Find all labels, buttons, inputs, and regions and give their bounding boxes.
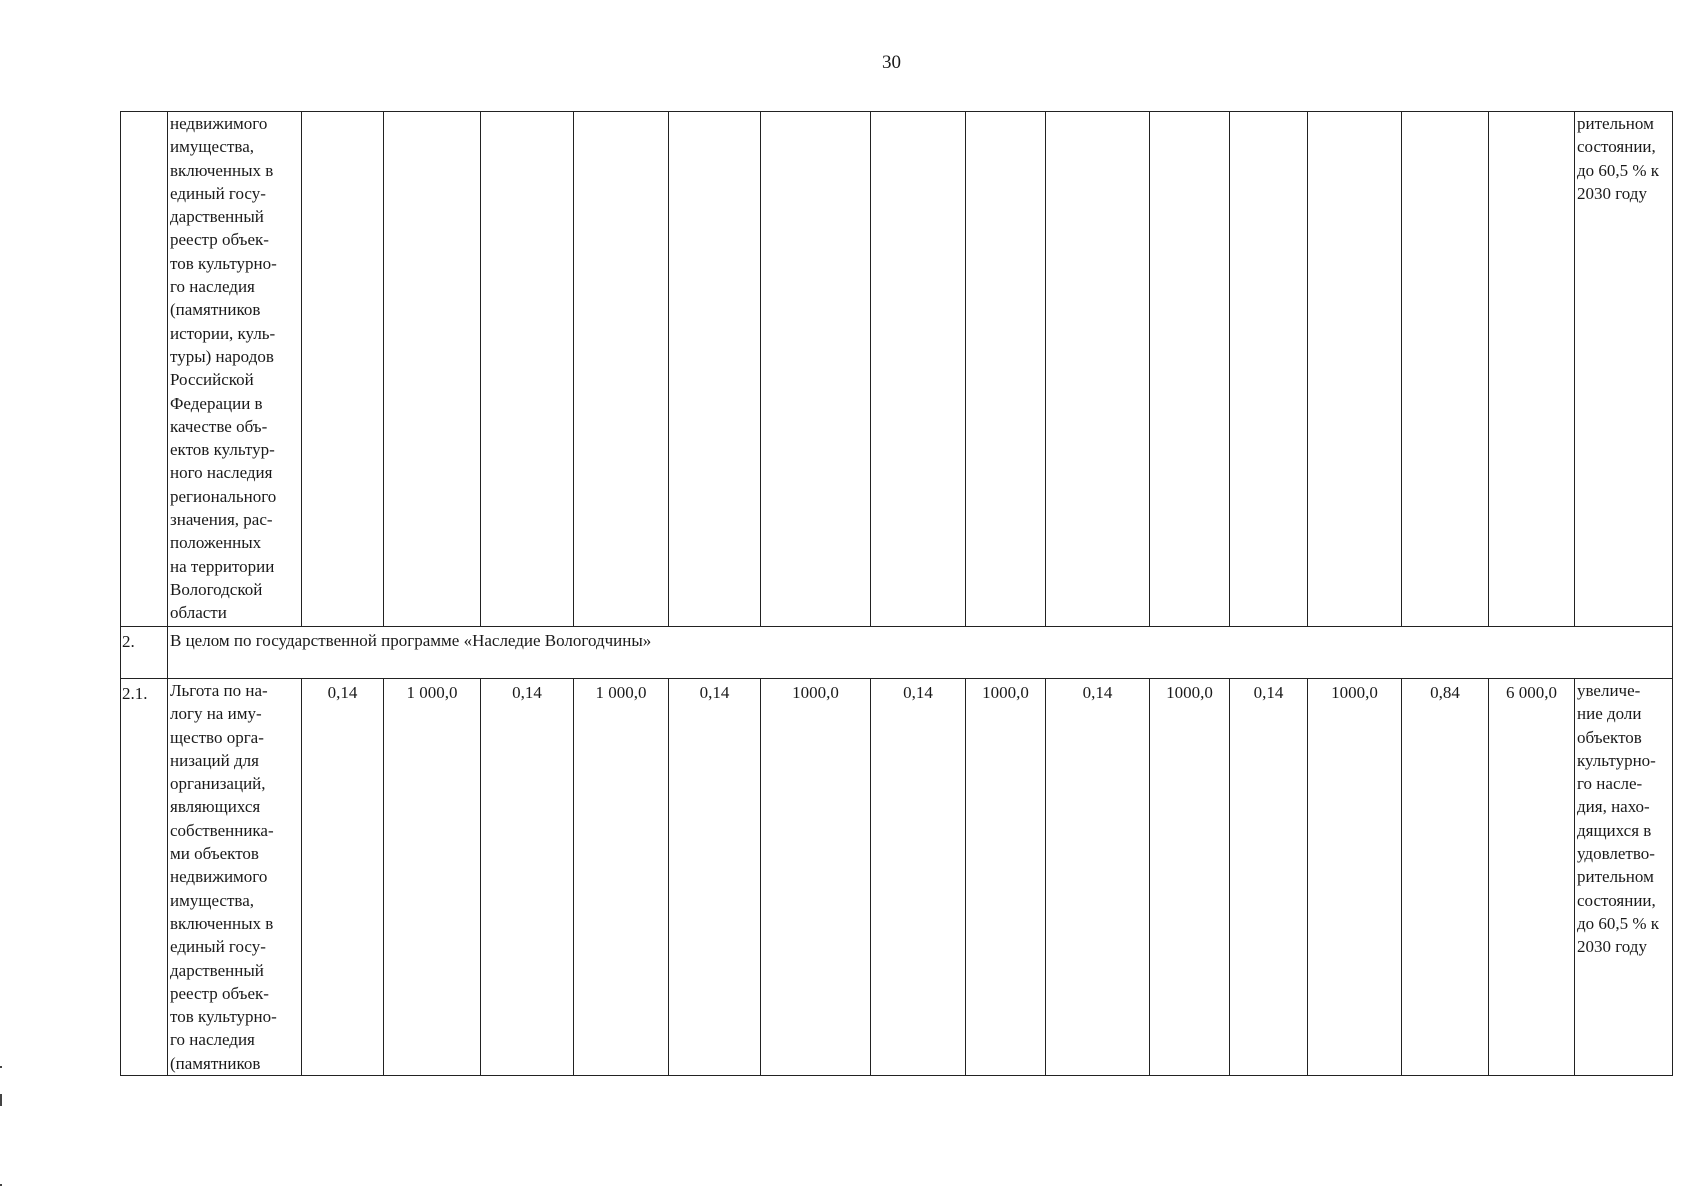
value-cell: 1000,0: [761, 679, 871, 1076]
result-cell: рительном состоянии, до 60,5 % к 2030 году: [1575, 112, 1673, 627]
program-table: [120, 111, 1673, 1076]
result-cell: увеличе- ние доли объектов культурно- го насле- дия, нахо- дящихся в удовлетво- рительном состоянии, до 60,5 % к 2030 году: [1575, 679, 1673, 1076]
value-cell: [871, 112, 966, 627]
section-title-cell: В целом по государственной программе «Наследие Вологодчины»: [168, 627, 1673, 679]
index-cell: [121, 112, 168, 627]
name-cell: недвижимого имущества, включенных в единый госу- дарственный реестр объек- тов культурно- го наследия (памятников истории, куль- туры) народов Российской Федерации в качестве объ- ектов культур- ного наследия регионального значения, рас- положенных на территории Вологодской области: [168, 112, 302, 627]
value-cell: [302, 112, 384, 627]
value-cell: [669, 112, 761, 627]
name-cell: Льгота по на- логу на иму- щество орга- низаций для организаций, являющихся собственника- ми объектов недвижимого имущества, включенных в единый госу- дарственный реестр объек- тов культурно- го наследия (памятников: [168, 679, 302, 1076]
value-cell: [384, 112, 481, 627]
value-cell: 0,14: [481, 679, 574, 1076]
value-cell: 1000,0: [1150, 679, 1230, 1076]
table-row: [121, 627, 1673, 679]
value-cell: [1046, 112, 1150, 627]
margin-mark: [0, 1094, 2, 1106]
table-row: [121, 112, 1673, 627]
value-cell: 0,14: [1046, 679, 1150, 1076]
margin-mark: [0, 1066, 2, 1068]
page-number: 30: [882, 52, 901, 73]
value-cell: 0,14: [669, 679, 761, 1076]
index-cell: 2.1.: [121, 679, 168, 1076]
value-cell: [574, 112, 669, 627]
value-cell: 1000,0: [1308, 679, 1402, 1076]
value-cell: 1 000,0: [574, 679, 669, 1076]
value-cell: [1308, 112, 1402, 627]
value-cell: [1150, 112, 1230, 627]
value-cell: 6 000,0: [1489, 679, 1575, 1076]
value-cell: [1230, 112, 1308, 627]
value-cell: 0,84: [1402, 679, 1489, 1076]
value-cell: [761, 112, 871, 627]
index-cell: 2.: [121, 627, 168, 679]
value-cell: 1 000,0: [384, 679, 481, 1076]
value-cell: [1489, 112, 1575, 627]
value-cell: 1000,0: [966, 679, 1046, 1076]
value-cell: 0,14: [871, 679, 966, 1076]
value-cell: [1402, 112, 1489, 627]
value-cell: 0,14: [302, 679, 384, 1076]
table-row: [121, 679, 1673, 1076]
value-cell: [966, 112, 1046, 627]
value-cell: [481, 112, 574, 627]
value-cell: 0,14: [1230, 679, 1308, 1076]
margin-mark: [0, 1184, 2, 1186]
